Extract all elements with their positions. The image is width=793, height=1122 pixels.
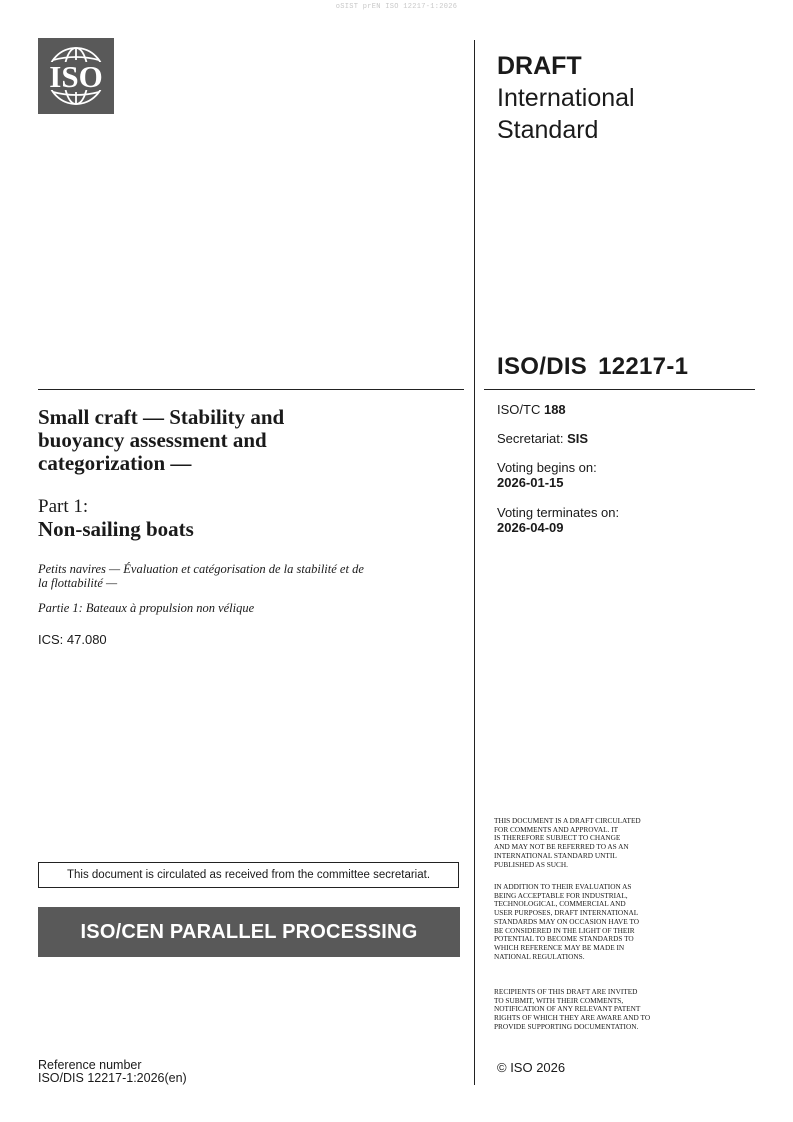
disclaimer-paragraph-3: RECIPIENTS OF THIS DRAFT ARE INVITED TO SUBMIT, WITH THEIR COMMENTS, NOTIFICATION OF ANY RELEVANT PATENT RIGHTS OF WHICH THEY ARE AWARE AND TO PROVIDE SUPPORTING DOCUMENTATION. — [494, 987, 651, 1031]
tc-number: 188 — [543, 402, 566, 417]
secretariat-value: SIS — [567, 431, 589, 446]
french-title: Petits navires — Évaluation et catégorisation de la stabilité et de la flottabilité — — [38, 562, 364, 590]
technical-committee: ISO/TC 188 — [497, 402, 566, 417]
reference-value: ISO/DIS 12217-1:2026(en) — [38, 1071, 187, 1085]
horizontal-divider-right — [484, 389, 755, 390]
iso-logo-text: ISO — [49, 59, 103, 94]
iso-logo — [38, 38, 114, 114]
voting-terminates-label: Voting terminates on: — [497, 505, 620, 520]
french-part-title: Partie 1: Bateaux à propulsion non vélique — [38, 601, 255, 615]
voting-begins — [497, 460, 597, 490]
voting-begins-date: 2026-01-15 — [497, 475, 564, 490]
circulated-notice: This document is circulated as received from the committee secretariat. — [38, 862, 459, 888]
voting-terminates-date: 2026-04-09 — [497, 520, 564, 535]
part-label: Part 1: — [38, 496, 89, 517]
international-line: International — [497, 84, 635, 112]
draft-line: DRAFT — [497, 52, 582, 80]
ics-code: ICS: 47.080 — [38, 632, 107, 647]
draft-international-standard-heading — [497, 50, 635, 146]
copyright: © ISO 2026 — [497, 1060, 566, 1075]
watermark: oSIST prEN ISO 12217-1:2026 — [335, 3, 458, 11]
part-title: Non-sailing boats — [38, 517, 194, 541]
horizontal-divider-left — [38, 389, 464, 390]
parallel-processing-banner: ISO/CEN PARALLEL PROCESSING — [38, 907, 460, 957]
voting-begins-label: Voting begins on: — [497, 460, 597, 475]
disclaimer-paragraph-1: THIS DOCUMENT IS A DRAFT CIRCULATED FOR COMMENTS AND APPROVAL. IT IS THEREFORE SUBJECT TO CHANGE AND MAY NOT BE REFERRED TO AS AN INTERNATIONAL STANDARD UNTIL PUBLISHED AS SUCH. — [494, 816, 641, 869]
vertical-divider — [474, 40, 475, 1085]
reference-number: Reference number ISO/DIS 12217-1:2026(en) — [38, 1058, 187, 1085]
secretariat: Secretariat: SIS — [497, 431, 589, 446]
disclaimer-paragraph-2: IN ADDITION TO THEIR EVALUATION AS BEING ACCEPTABLE FOR INDUSTRIAL, TECHNOLOGICAL, COMMERCIAL AND USER PURPOSES, DRAFT INTERNATIONAL STANDARDS MAY ON OCCASION HAVE TO BE CONSIDERED IN THE LIGHT OF THEIR POTENTIAL TO BECOME STANDARDS TO WHICH REFERENCE MAY BE MADE IN NATIONAL REGULATIONS. — [494, 882, 640, 961]
document-title: Small craft — Stability and buoyancy assessment and categorization — — [38, 405, 285, 475]
voting-terminates — [497, 505, 619, 535]
standard-line: Standard — [497, 116, 599, 144]
iso-globe-logo-icon — [38, 38, 114, 114]
document-number: ISO/DIS 12217-1 — [497, 353, 689, 380]
